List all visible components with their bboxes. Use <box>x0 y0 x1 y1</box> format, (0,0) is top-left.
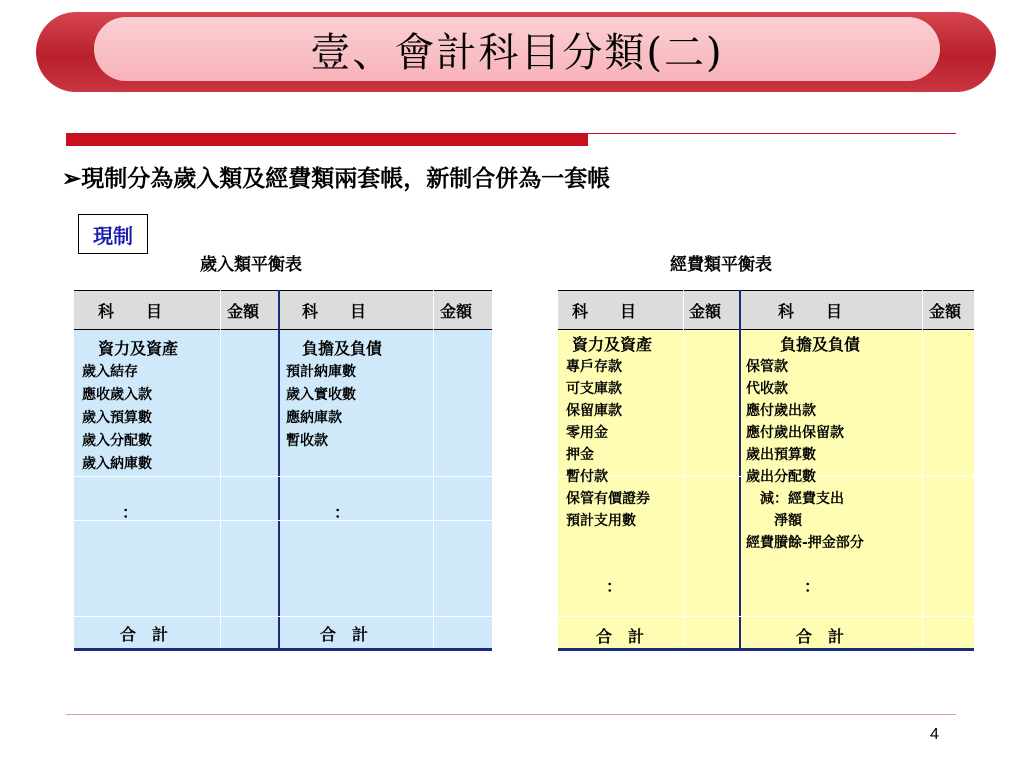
slide-subtitle <box>62 160 610 193</box>
list-item: 保管款 <box>746 359 788 375</box>
list-item: 押金 <box>566 447 594 463</box>
current-system-badge: 現制 <box>78 214 148 254</box>
list-item: 應付歲出保留款 <box>746 425 844 441</box>
right-table-caption: 經費類平衡表 <box>670 255 772 275</box>
list-item: 歲出分配數 <box>746 469 816 485</box>
left-table-caption: 歲入類平衡表 <box>200 255 302 275</box>
table-header <box>74 290 492 330</box>
footer-rule <box>66 714 956 715</box>
ellipsis: ： <box>606 577 623 596</box>
column-divider-main <box>278 290 280 648</box>
list-item: 歲入分配數 <box>82 433 152 449</box>
list-item: 應收歲入款 <box>82 387 152 403</box>
header-amount-right: 金額 <box>440 301 473 321</box>
header-amount-left: 金額 <box>689 301 722 321</box>
list-item: 保管有價證券 <box>566 491 650 507</box>
total-label: 合 計 <box>796 627 845 646</box>
title-banner-inner <box>94 17 940 81</box>
list-item: 淨額 <box>746 513 802 529</box>
section-assets: 資力及資產 <box>572 335 653 354</box>
slide-title: 壹、會計科目分類(二) <box>310 29 724 76</box>
ellipsis: ： <box>334 503 351 522</box>
total-label: 合 計 <box>596 627 645 646</box>
header-rule-red <box>66 133 588 146</box>
list-item: 預計支用數 <box>566 513 636 529</box>
column-divider <box>922 290 923 648</box>
list-item: 減：經費支出 <box>746 491 844 507</box>
list-item: 保留庫款 <box>566 403 622 419</box>
page-number: 4 <box>930 726 939 743</box>
header-amount-right: 金額 <box>929 301 962 321</box>
ellipsis: ： <box>804 577 821 596</box>
column-divider-main <box>739 290 741 648</box>
header-subject-right: 科 目 <box>778 301 843 321</box>
list-item: 暫付款 <box>566 469 608 485</box>
list-item: 專戶存款 <box>566 359 622 375</box>
header-subject-left: 科 目 <box>572 301 637 321</box>
list-item: 代收款 <box>746 381 788 397</box>
revenue-balance-table <box>74 290 492 651</box>
section-liabilities: 負擔及負債 <box>780 335 861 354</box>
total-label: 合 計 <box>320 625 369 644</box>
list-item: 歲入結存 <box>82 364 138 380</box>
column-divider <box>433 290 434 648</box>
header-amount-left: 金額 <box>227 301 260 321</box>
list-item: 歲出預算數 <box>746 447 816 463</box>
list-item: 零用金 <box>566 425 608 441</box>
expenditure-balance-table <box>558 290 974 651</box>
list-item: 應付歲出款 <box>746 403 816 419</box>
list-item: 預計納庫數 <box>286 364 356 380</box>
list-item: 暫收款 <box>286 433 328 449</box>
total-label: 合 計 <box>120 625 169 644</box>
table-header <box>558 290 974 330</box>
ellipsis: ： <box>122 503 139 522</box>
section-assets: 資力及資產 <box>98 339 179 358</box>
column-divider <box>220 290 221 648</box>
section-liabilities: 負擔及負債 <box>302 339 383 358</box>
header-subject-left: 科 目 <box>98 301 163 321</box>
list-item: 應納庫款 <box>286 410 342 426</box>
title-banner <box>36 12 996 92</box>
column-divider <box>683 290 684 648</box>
list-item: 歲入預算數 <box>82 410 152 426</box>
list-item: 歲入實收數 <box>286 387 356 403</box>
list-item: 歲入納庫數 <box>82 456 152 472</box>
header-subject-right: 科 目 <box>302 301 367 321</box>
list-item: 經費賸餘-押金部分 <box>746 535 864 551</box>
bullet-icon: ➢ <box>62 165 82 192</box>
list-item: 可支庫款 <box>566 381 622 397</box>
subtitle-text: 現制分為歲入類及經費類兩套帳，新制合併為一套帳 <box>81 165 611 192</box>
